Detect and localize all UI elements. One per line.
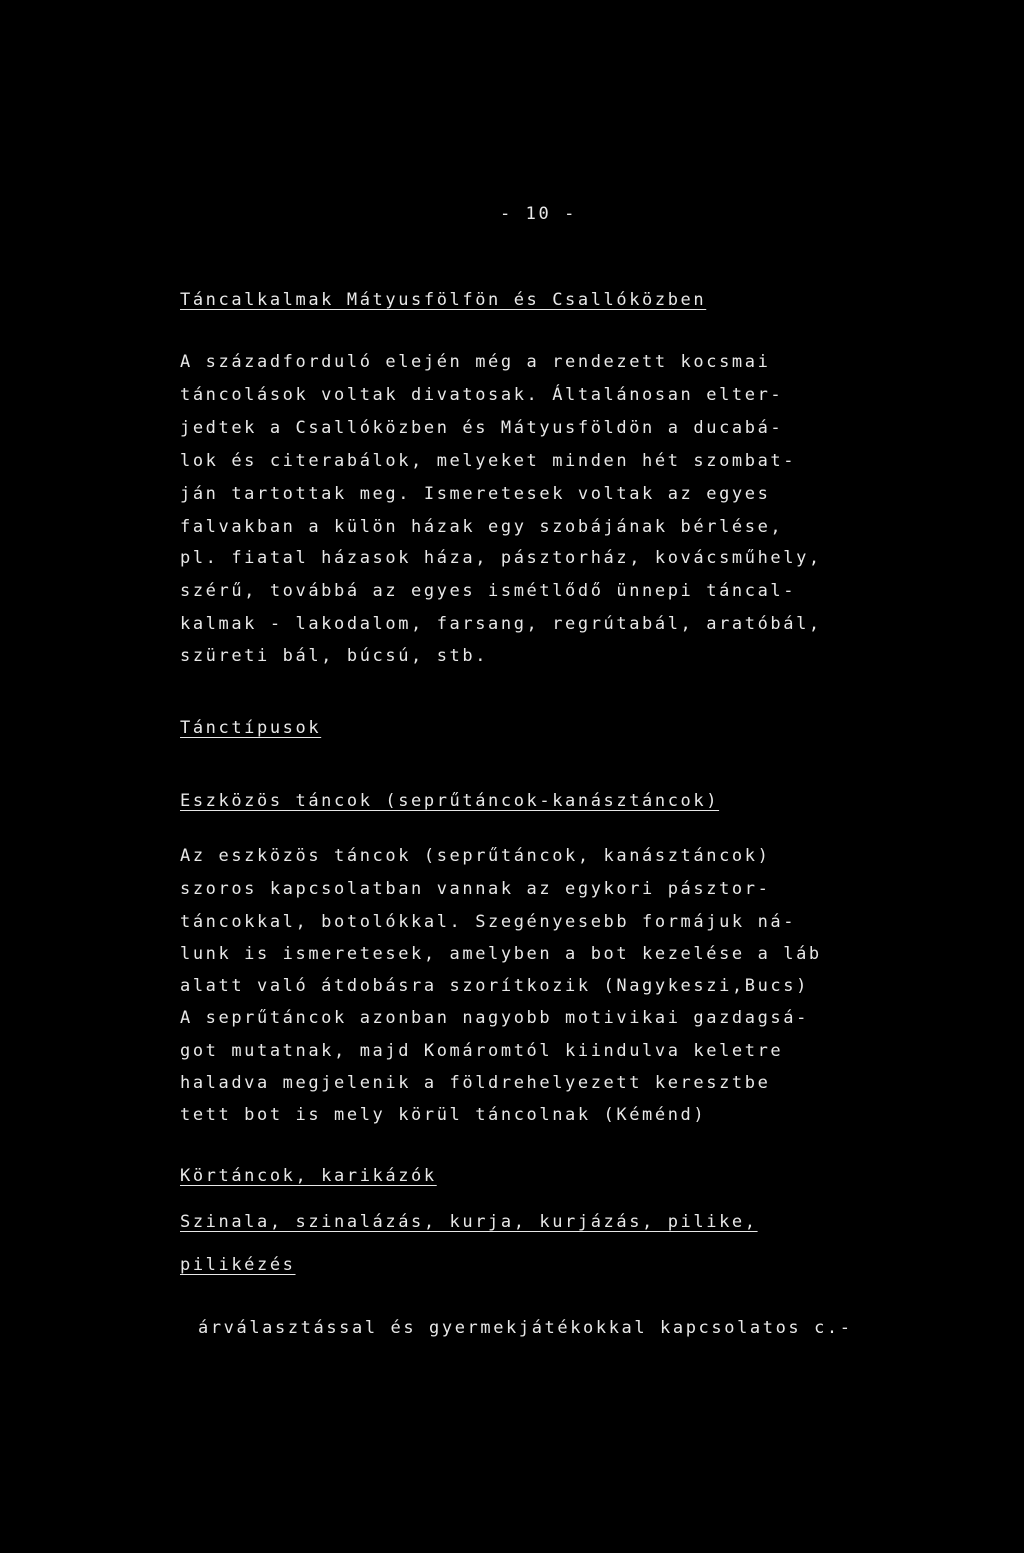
paragraph-line: haladva megjelenik a földrehelyezett keresztbe xyxy=(180,1073,771,1093)
paragraph-line: A seprűtáncok azonban nagyobb motivikai gazdagsá- xyxy=(180,1008,809,1028)
paragraph-line: szoros kapcsolatban vannak az egykori pásztor- xyxy=(180,879,771,899)
paragraph-line: táncolások voltak divatosak. Általánosan elter- xyxy=(180,385,784,405)
paragraph-line: tett bot is mely körül táncolnak (Kéménd) xyxy=(180,1105,707,1125)
paragraph-line: Az eszközös táncok (seprűtáncok, kanásztáncok) xyxy=(180,846,771,866)
paragraph-line: lunk is ismeretesek, amelyben a bot kezelése a láb xyxy=(180,944,822,964)
closing-line: árválasztással és gyermekjátékokkal kapcsolatos c.- xyxy=(198,1318,853,1338)
paragraph-line: got mutatnak, majd Komáromtól kiindulva keletre xyxy=(180,1041,784,1061)
paragraph-line: ján tartottak meg. Ismeretesek voltak az egyes xyxy=(180,484,771,504)
section-heading-circle-dances: Körtáncok, karikázók xyxy=(180,1166,437,1186)
paragraph-line: szüreti bál, búcsú, stb. xyxy=(180,646,489,666)
paragraph-line: jedtek a Csallóközben és Mátyusföldön a ducabá- xyxy=(180,418,784,438)
paragraph-line: alatt való átdobásra szorítkozik (Nagykeszi,Bucs) xyxy=(180,976,809,996)
circle-dance-names-line-2: pilikézés xyxy=(180,1255,296,1275)
circle-dance-names-line-1: Szinala, szinalázás, kurja, kurjázás, pilike, xyxy=(180,1212,758,1232)
paragraph-line: táncokkal, botolókkal. Szegényesebb formájuk ná- xyxy=(180,912,797,932)
paragraph-line: pl. fiatal házasok háza, pásztorház, kovácsműhely, xyxy=(180,548,822,568)
paragraph-line: lok és citerabálok, melyeket minden hét szombat- xyxy=(180,451,797,471)
subsection-heading-tool-dances: Eszközös táncok (seprűtáncok-kanásztáncok) xyxy=(180,791,720,811)
section-heading-dance-occasions: Táncalkalmak Mátyusfölfön és Csallóközben xyxy=(180,290,707,310)
page-number: - 10 - xyxy=(500,204,578,224)
paragraph-line: szérű, továbbá az egyes ismétlődő ünnepi táncal- xyxy=(180,581,797,601)
paragraph-line: falvakban a külön házak egy szobájának bérlése, xyxy=(180,517,784,537)
paragraph-line: A századforduló elején még a rendezett kocsmai xyxy=(180,352,771,372)
paragraph-line: kalmak - lakodalom, farsang, regrútabál, aratóbál, xyxy=(180,614,822,634)
section-heading-dance-types: Tánctípusok xyxy=(180,718,322,738)
